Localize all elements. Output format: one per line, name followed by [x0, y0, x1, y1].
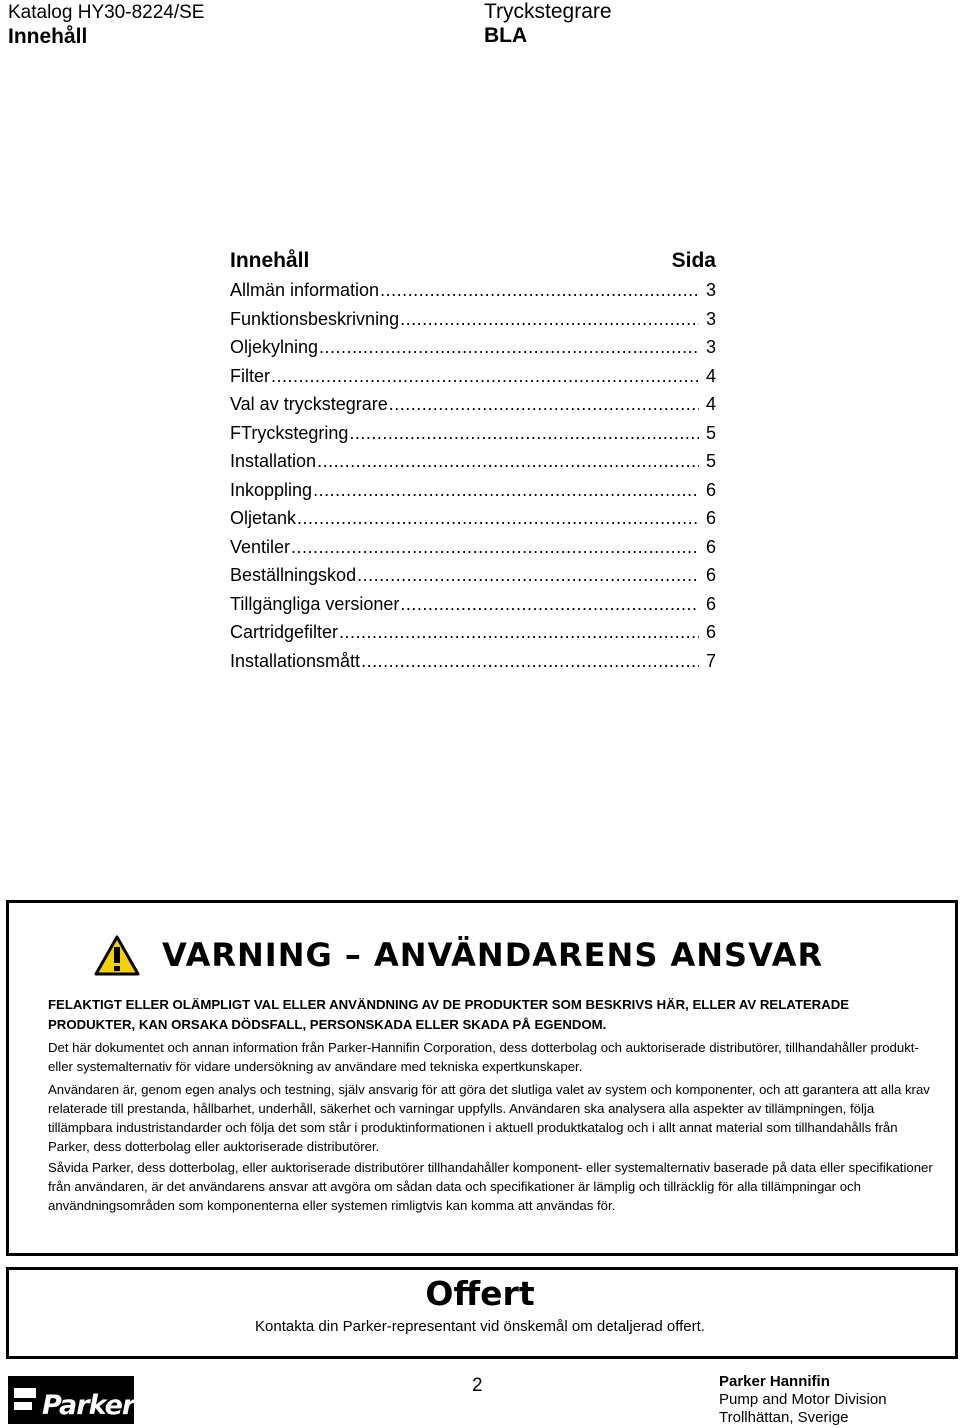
header-right [484, 0, 612, 48]
toc-item-label: Beställningskod [230, 565, 357, 585]
toc-dot-leader [361, 647, 699, 676]
toc-item-label: Cartridgefilter [230, 622, 339, 642]
toc-item [230, 504, 716, 533]
logo-text: Parker [42, 1390, 134, 1421]
toc-dot-leader [271, 362, 699, 391]
company-division: Pump and Motor Division [719, 1391, 887, 1408]
toc-dot-leader [319, 333, 699, 362]
toc-dot-leader [349, 419, 699, 448]
warning-triangle-icon [94, 934, 140, 976]
toc-item-page: 6 [705, 593, 716, 614]
toc-item-page: 3 [705, 280, 716, 300]
toc-item-label: Installationsmått [230, 650, 361, 671]
company-location: Trollhättan, Sverige [719, 1409, 849, 1426]
toc-item-page: 6 [705, 536, 716, 557]
table-of-contents [230, 246, 716, 675]
toc-dot-leader [400, 305, 699, 334]
company-name: Parker Hannifin [719, 1373, 830, 1390]
toc-dot-leader [317, 447, 699, 476]
toc-item-label: Val av tryckstegrare [230, 394, 388, 414]
toc-item-page: 3 [705, 308, 716, 329]
toc-item [230, 276, 716, 305]
toc-item-page: 6 [705, 622, 716, 642]
toc-item-page: 6 [705, 565, 716, 585]
toc-item [230, 647, 716, 676]
toc-item-page: 4 [705, 394, 716, 414]
warning-title-text: VARNING – ANVÄNDARENS ANSVAR [162, 936, 824, 974]
toc-item-label: Funktionsbeskrivning [230, 308, 400, 329]
toc-dot-leader [380, 276, 699, 305]
toc-item-page: 4 [705, 365, 716, 386]
toc-dot-leader [291, 533, 699, 562]
section-title: Innehåll [8, 25, 88, 48]
toc-item-label: Oljekylning [230, 337, 319, 357]
warning-title [94, 934, 823, 976]
toc-item-label: Tillgängliga versioner [230, 593, 400, 614]
toc-page-heading: Sida [671, 249, 716, 272]
parker-logo [8, 1376, 134, 1424]
toc-dot-leader [389, 390, 699, 419]
header-left [8, 1, 204, 49]
toc-item-label: Installation [230, 451, 317, 471]
toc-item-label: Allmän information [230, 280, 380, 300]
toc-item [230, 476, 716, 505]
toc-item [230, 447, 716, 476]
toc-dot-leader [339, 618, 699, 647]
toc-item-label: FTryckstegring [230, 422, 349, 443]
warning-paragraph: Användaren är, genom egen analys och testning, själv ansvarig för att göra det slutliga valet av system och komponenter, och att garantera att alla krav relaterade till prestanda, hållbarhet, underhåll, säkerhet och varningar uppfylls. Användaren ska analysera alla aspekter av tillämpningen, följa tillämpbara industristandarder och följa det som står i produktinformationen i aktuell produktkatalog och i allt annat material som tillhandahålls från Parker, dess dotterbolag eller auktoriserade distributörer. [48, 1082, 930, 1154]
toc-heading: Innehåll [230, 249, 310, 272]
warning-caps-text: FELAKTIGT ELLER OLÄMPLIGT VAL ELLER ANVÄNDNING AV DE PRODUKTER SOM BESKRIVS HÄR, ELLER AV RELATERADE PRODUKTER, KAN ORSAKA DÖDSFALL, PERSONSKADA ELLER SKADA PÅ EGENDOM. [48, 997, 850, 1032]
offer-title: Offert [425, 1274, 535, 1313]
toc-item [230, 362, 716, 391]
toc-dot-leader [297, 504, 699, 533]
catalog-number: Katalog HY30-8224/SE [8, 2, 205, 23]
product-model: BLA [484, 24, 528, 47]
toc-item [230, 533, 716, 562]
toc-item [230, 419, 716, 448]
toc-dot-leader [313, 476, 699, 505]
toc-dot-leader [400, 590, 699, 619]
toc-item-page: 7 [705, 650, 716, 671]
toc-item [230, 333, 716, 362]
toc-item [230, 390, 716, 419]
page-number: 2 [472, 1375, 483, 1396]
toc-item-page: 5 [705, 422, 716, 443]
toc-item-label: Filter [230, 365, 270, 386]
toc-item-page: 3 [705, 337, 716, 357]
toc-item-label: Ventiler [230, 536, 291, 557]
company-info [719, 1373, 887, 1427]
product-name: Tryckstegrare [484, 0, 612, 23]
toc-item-page: 5 [705, 451, 716, 471]
toc-item-label: Inkoppling [230, 479, 313, 500]
toc-list [230, 276, 716, 675]
toc-item-page: 6 [705, 479, 716, 500]
toc-dot-leader [357, 561, 699, 590]
toc-item [230, 618, 716, 647]
toc-item-label: Oljetank [230, 508, 297, 528]
toc-item [230, 590, 716, 619]
toc-item [230, 305, 716, 334]
toc-header [230, 246, 716, 276]
warning-paragraph: Det här dokumentet och annan information från Parker-Hannifin Corporation, dess dotterbolag och auktoriserade distributörer, tillhandahåller produkt- eller systemalternativ för vidare undersökning av användare med tekniska expertkunskaper. [48, 1040, 919, 1074]
toc-item-page: 6 [705, 508, 716, 528]
toc-item [230, 561, 716, 590]
warning-paragraph: Såvida Parker, dess dotterbolag, eller auktoriserade distributörer tillhandahåller komponent- eller systemalternativ baserade på data eller specifikationer från användaren, är det användarens ansvar att avgöra om sådan data och specifikationer är lämplig och tillräcklig för alla tillämpningar och användningsområden som komponenterna eller systemen rimligtvis kan komma att användas för. [48, 1160, 933, 1213]
offer-text: Kontakta din Parker-representant vid önskemål om detaljerad offert. [255, 1318, 705, 1335]
